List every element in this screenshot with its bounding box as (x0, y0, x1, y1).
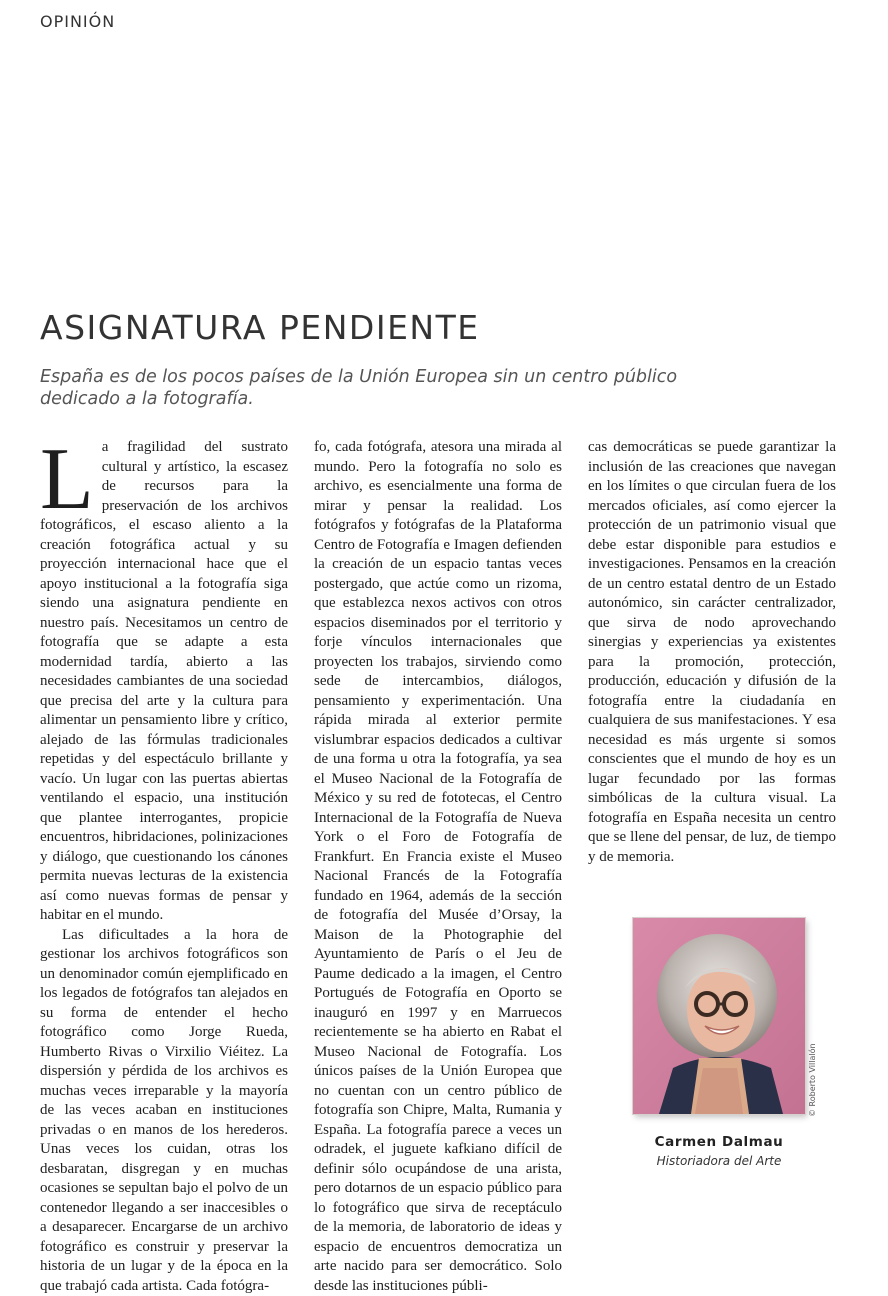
section-label: OPINIÓN (40, 12, 115, 31)
article-title: ASIGNATURA PENDIENTE (40, 308, 480, 347)
text-column-3 (588, 438, 836, 867)
photo-credit: © Roberto Villalón (808, 1043, 817, 1117)
drop-cap: L (40, 440, 102, 514)
paragraph-1 (40, 438, 288, 926)
text-column-2 (314, 438, 562, 1296)
text-column-1 (40, 438, 288, 1296)
article-lead: España es de los pocos países de la Unión Europea sin un centro público dedicado a la fotografía. (40, 366, 740, 410)
paragraph-2: Las dificultades a la hora de gestionar los archivos fotográficos son un denominador común ejemplificado en los legados de fotógrafos tan alejados en su forma de entender el hecho fotográfico como Jorge Rueda, Humberto Rivas o Virxilio Viéitez. La dispersión y pérdida de los archivos es muchas veces irreparable y la mayoría de las veces acaban en instituciones privadas o en manos de los herederos. Unas veces los cuidan, otras los desbaratan, disgregan y en muchas ocasiones se sepultan bajo el polvo de un contenedor llegando a ser inaccesibles o a desaparecer. Encargarse de un archivo fotográfico es construir y preservar la historia de un lugar y de la época en la que trabajó cada artista. Cada fotógra- (40, 926, 288, 1296)
author-name: Carmen Dalmau (633, 1134, 805, 1150)
paragraph-1-text: a fragilidad del sustrato cultural y artístico, la escasez de recursos para la preservación de los archivos fotográficos, el escaso aliento a la creación fotográfica actual y su proyección internacional hace que el apoyo institucional a la fotografía siga siendo una asignatura pendiente en nuestro país. Necesitamos un centro de fotografía que se adapte a esta modernidad tardía, abierto a las necesidades cambiantes de una sociedad que precisa del arte y la cultura para alimentar un pensamiento libre y crítico, alejado de las fórmulas tradicionales repetidas y del espectáculo brillante y vacío. Un lugar con las puertas abiertas ventilando el espacio, una institución que plantee interrogantes, propicie encuentros, hibridaciones, polinizaciones y diálogo, que cuestionando los cánones permita nuevas lecturas de la existencia así como nuevas formas de pensar y habitar en el mundo. (40, 439, 288, 923)
paragraph-3: fo, cada fotógrafa, atesora una mirada al mundo. Pero la fotografía no solo es archivo, es esencialmente una forma de mirar y pensar la realidad. Los fotógrafos y fotógrafas de la Plataforma Centro de Fotografía e Imagen defienden la creación de un espacio tantas veces postergado, que actúe como un rizoma, que establezca nexos activos con otros espacios diseminados por el territorio y forje vínculos internacionales que proyecten los trabajos, sirviendo como sede de intercambios, diálogos, pensamiento y experimentación. Una rápida mirada al exterior permite vislumbrar espacios dedicados a cultivar de una forma u otra la fotografía, ya sea el Museo Nacional de la Fotografía de México y su red de fototecas, el Centro Internacional de la Fotografía de Nueva York o el Foro de Fotografía de Frankfurt. En Francia existe el Museo Nacional Francés de la Fotografía fundado en 1964, además de la sección de fotografía del Musée d’Orsay, la Maison de la Photographie del Ayuntamiento de París o el Jeu de Paume dedicado a la imagen, el Centro Portugués de Fotografía en Oporto se inauguró en 1997 y en Marruecos recientemente se ha abierto en Rabat el Museo Nacional de Fotografía. Los únicos países de la Unión Europea que no cuentan con un centro público de fotografía son Chipre, Malta, Rumania y España. La fotografía parece a veces un odradek, el juguete kafkiano difícil de definir sólo ocupándose de una arista, pero dotarnos de un espacio público para lo fotográfico que sirva de receptáculo de la memoria, de laboratorio de ideas y espacio de encuentros democratiza un arte nacido para ser democrático. Solo desde las instituciones públi- (314, 438, 562, 1296)
paragraph-4: cas democráticas se puede garantizar la inclusión de las creaciones que navegan en los límites o que circulan fuera de los mercados oficiales, así como ejercer la protección de un patrimonio visual que debe estar disponible para estudios e investigaciones. Pensamos en la creación de un centro estatal dentro de un Estado autonómico, sin carácter centralizador, que sirva de nodo aprovechando sinergias y experiencias ya existentes para la promoción, protección, producción, educación y difusión de la fotografía entre la ciudadanía en cualquiera de sus manifestaciones. Y esa necesidad es más urgente si somos conscientes que el mundo de hoy es un lugar fecundado por las formas simbólicas de la cultura visual. La fotografía en España necesita un centro que se llene del pensar, de luz, de tiempo y de memoria. (588, 438, 836, 867)
author-role: Historiadora del Arte (633, 1154, 805, 1168)
author-photo (633, 918, 805, 1114)
author-portrait-image (633, 918, 805, 1114)
